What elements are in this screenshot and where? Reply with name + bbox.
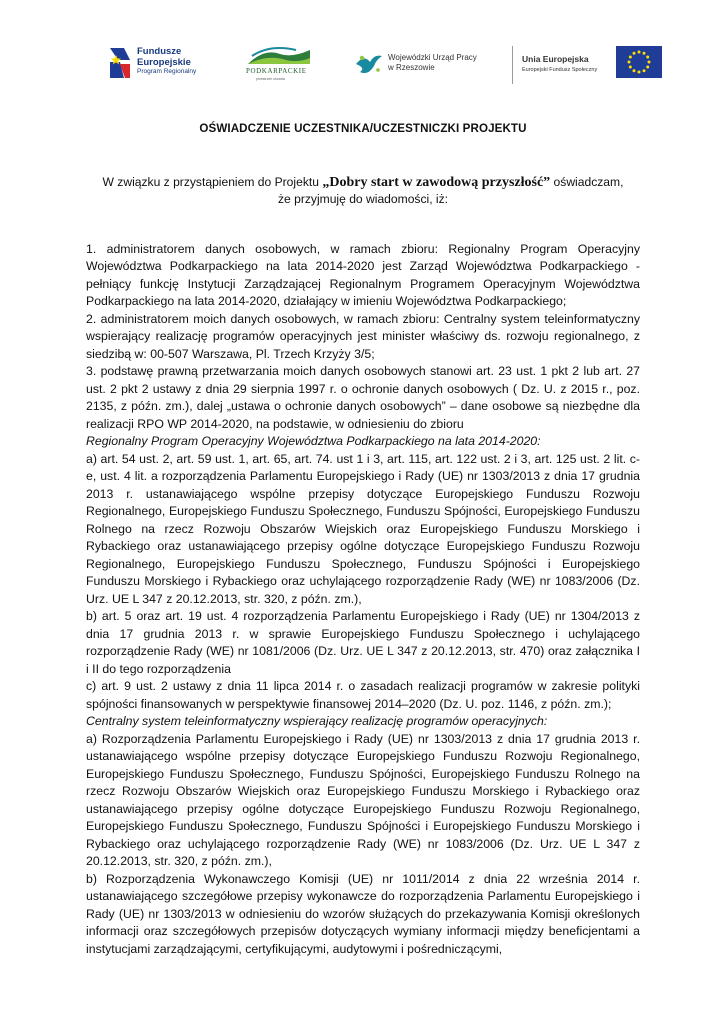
section-heading-central-system: Centralny system teleinformatyczny wspierający realizację programów operacyjnych: — [86, 714, 548, 728]
fe-logo-line3: Program Regionalny — [137, 68, 197, 75]
podkarpackie-hills-icon — [246, 46, 312, 66]
intro-before: W związku z przystąpieniem do Projektu — [102, 174, 323, 189]
podkarpackie-logo-text: PODKARPACKIE — [246, 67, 307, 75]
project-name: „Dobry start w zawodową przyszłość” — [322, 174, 551, 190]
section-heading-rpo: Regionalny Program Operacyjny Województwa Podkarpackiego na lata 2014-2020: — [86, 434, 541, 448]
document-body — [86, 120, 640, 958]
paragraph-rpo-c: c) art. 9 ust. 2 ustawy z dnia 11 lipca 2014 r. o zasadach realizacji programów w zakresie polityki spójności finansowanych w perspektywie finansowej 2014–2020 (Dz. U. poz. 1146, z późn. zm.); — [86, 679, 640, 711]
wup-logo-line1: Wojewódzki Urząd Pracy — [388, 53, 477, 62]
paragraph-central-b: b) Rozporządzenia Wykonawczego Komisji (UE) nr 1011/2014 z dnia 22 września 2014 r. ustanawiającego szczegółowe przepisy wykonawcze do rozporządzenia Parlamentu Europejskiego i Rady (UE) nr 1303/2013 w odniesieniu do wzorów służących do przekazywania Komisji określonych informacji oraz szczegółowych przepisów dotyczących wymiany informacji między beneficjentami a instytucjami zarządzającymi, certyfikującymi, audytowymi i pośredniczącymi, — [86, 871, 640, 956]
wup-rzeszow-logo — [354, 40, 494, 88]
intro-after: oświadczam, — [550, 174, 624, 189]
paragraph-1: 1. administratorem danych osobowych, w ramach zbioru: Regionalny Program Operacyjny Województwa Podkarpackiego na lata 2014-2020 jest Zarząd Województwa Podkarpackiego - pełniący funkcję Instytucji Zarządzającej Regionalnym Programem Operacyjnym Województwa Podkarpackiego na lata 2014-2020, działający w imieniu Województwa Podkarpackiego; — [86, 241, 640, 308]
paragraph-rpo-b: b) art. 5 oraz art. 19 ust. 4 rozporządzenia Parlamentu Europejskiego i Rady (UE) nr 1304/2013 z dnia 17 grudnia 2013 r. w sprawie Europejskiego Funduszu Społecznego i uchylającego rozporządzenie Rady (WE) nr 1081/2006 (Dz. Urz. UE L 347 z 20.12.2013, str. 470) oraz załącznika I i II do tego rozporządzenia — [86, 609, 640, 676]
document-title: OŚWIADCZENIE UCZESTNIKA/UCZESTNICZKI PROJEKTU — [199, 122, 527, 135]
paragraph-central-a: a) Rozporządzenia Parlamentu Europejskiego i Rady (UE) nr 1303/2013 z dnia 17 grudnia 2013 r. ustanawiającego wspólne przepisy dotyczące Europejskiego Funduszu Rozwoju Regionalnego, Europejskiego Funduszu Społecznego, Funduszu Spójności, Europejskiego Funduszu Rolnego na rzecz Rozwoju Obszarów Wiejskich oraz Europejskiego Funduszu Morskiego i Rybackiego oraz ustanawiającego przepisy ogólne dotyczące Europejskiego Funduszu Rozwoju Regionalnego, Europejskiego Funduszu Społecznego, Funduszu Spójności i Europejskiego Funduszu Morskiego i Rybackiego oraz uchylającego rozporządzenie Rady (WE) nr 1083/2006 (Dz. Urz. UE L 347 z 20.12.2013, str. 320, z późn. zm.), — [86, 731, 640, 868]
paragraph-2: 2. administratorem moich danych osobowych, w ramach zbioru: Centralny system teleinformatyczny wspierający realizację programów operacyjnych jest minister właściwy ds. rozwoju regionalnego, z siedzibą w: 00-507 Warszawa, Pl. Trzech Krzyży 3/5; — [86, 311, 640, 361]
paragraph-rpo-a: a) art. 54 ust. 2, art. 59 ust. 1, art. 65, art. 74. ust 1 i 3, art. 115, art. 122 ust. 2 i 3, art. 125 ust. 2 lit. c-e, ust. 4 lit. a rozporządzenia Parlamentu Europejskiego i Rady (UE) nr 1303/2013 z dnia 17 grudnia 2013 r. ustanawiającego wspólne przepisy dotyczące Europejskiego Funduszu Rozwoju Regionalnego, Europejskiego Funduszu Społecznego, Funduszu Spójności, Europejskiego Funduszu Rolnego na rzecz Rozwoju Obszarów Wiejskich oraz Europejskiego Funduszu Morskiego i Rybackiego oraz ustanawiającego przepisy ogólne dotyczące Europejskiego Funduszu Rozwoju Regionalnego, Europejskiego Funduszu Społecznego, Funduszu Spójności i Europejskiego Funduszu Morskiego i Rybackiego oraz uchylającego rozporządzenie Rady (WE) nr 1083/2006 (Dz. Urz. UE L 347 z 20.12.2013, str. 320, z późn. zm.), — [86, 451, 640, 606]
wup-logo-line2: w Rzeszowie — [388, 63, 435, 72]
fe-logo-line2: Europejskie — [137, 57, 191, 68]
ue-logo-line1: Unia Europejska — [522, 54, 589, 64]
podkarpackie-logo-subtext: przestrzeń otwarta — [256, 77, 285, 81]
wup-logo-text — [388, 53, 477, 73]
intro-statement — [86, 174, 640, 207]
fe-logo-line1: Fundusze — [137, 46, 182, 57]
header-logos — [104, 40, 652, 88]
paragraph-3: 3. podstawę prawną przetwarzania moich danych osobowych stanowi art. 23 ust. 1 pkt 2 lub art. 27 ust. 2 pkt 2 ustawy z dnia 29 sierpnia 1997 r. o ochronie danych osobowych ( Dz. U. z 2015 r., poz. 2135, z późn. zm.), dalej „ustawa o ochronie danych osobowych” – dane osobowe są niezbędne dla realizacji RPO WP 2014-2020, na podstawie, w odniesieniu do zbioru — [86, 364, 640, 431]
intro-line2: że przyjmuję do wiadomości, iż: — [277, 191, 449, 206]
fe-logo-text — [137, 46, 191, 68]
logo-divider — [512, 46, 513, 84]
ue-logo-line2: Europejski Fundusz Społeczny — [522, 67, 598, 73]
unia-europejska-logo — [522, 40, 652, 88]
podkarpackie-logo — [244, 40, 324, 88]
fe-star-icon — [108, 46, 132, 80]
eu-flag-icon — [616, 46, 662, 78]
wup-bird-icon — [354, 50, 384, 78]
fundusze-europejskie-logo — [104, 40, 214, 88]
